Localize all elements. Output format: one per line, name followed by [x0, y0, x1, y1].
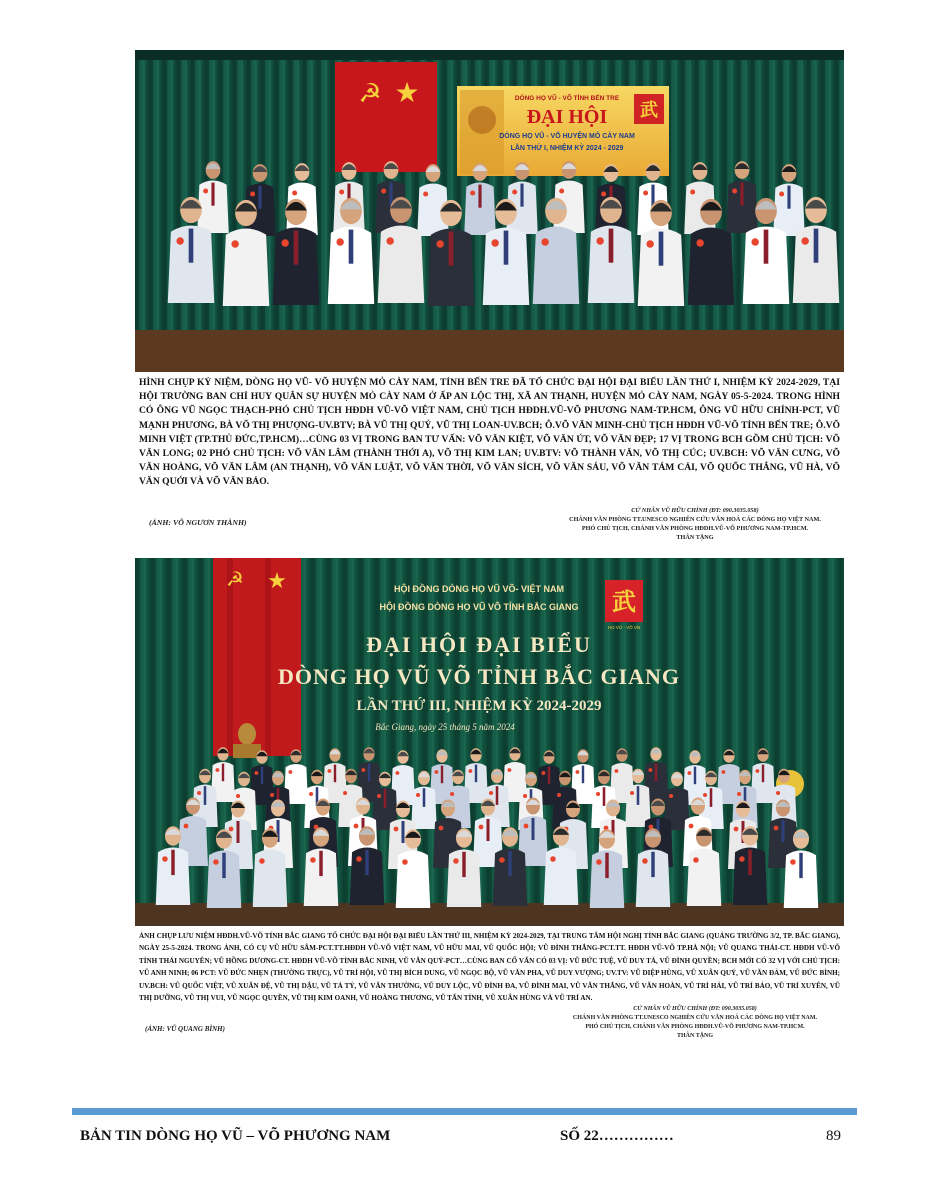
banner-line2: DÒNG HỌ VŨ - VÕ HUYỆN MỎ CÀY NAM — [499, 133, 635, 140]
signature-block-bac-giang — [545, 1005, 845, 1041]
photo-illustration — [135, 50, 844, 372]
author-dedication: THÂN TẶNG — [676, 1033, 714, 1039]
issue-number: SỐ 22…………… — [560, 1128, 674, 1144]
hammer-sickle-icon: ☭ — [226, 567, 244, 591]
page-number: 89 — [826, 1128, 841, 1144]
banner-line1: DÒNG HỌ VŨ - VÕ TỈNH BẾN TRE — [514, 95, 620, 102]
photo-credit-ben-tre: (ẢNH: VÕ NGƯƠN THÀNH) — [149, 518, 247, 527]
banner-title: ĐẠI HỘI — [526, 106, 608, 128]
group-photo-ben-tre — [135, 50, 844, 372]
newsletter-title: BẢN TIN DÒNG HỌ VŨ – VÕ PHƯƠNG NAM — [80, 1128, 391, 1144]
emblem-sub: HỌ VŨ - VÕ VN — [607, 625, 641, 630]
bust-statue — [238, 723, 256, 745]
banner-title2: DÒNG HỌ VŨ VÕ TỈNH BẮC GIANG — [277, 664, 681, 689]
photo-caption-ben-tre: HÌNH CHỤP KỶ NIỆM, DÒNG HỌ VŨ- VÕ HUYỆN MỎ CÀY NAM, TỈNH BẾN TRE ĐÃ TỔ CHỨC ĐẠI HỘI ĐẠI BIỂU LẦN THỨ I, NHIỆM KỲ 2024-2029, TẠI HỘI TRƯỜNG BAN CHỈ HUY QUÂN SỰ HUYỆN MỎ CÀY NAM Ở ẤP AN LỘC THỊ, XÃ AN THẠNH, HUYỆN MỎ CÀY NAM, NGÀY 05-5-2024. TRONG HÌNH CÓ ÔNG VŨ NGỌC THẠCH-PHÓ CHỦ TỊCH HĐDH VŨ-VÕ VIỆT NAM, CHỦ TỊCH HĐDH.VŨ-VÕ PHƯƠNG NAM-TP.HCM, ÔNG VŨ HỮU CHÍNH-PCT, VŨ MẠNH PHƯƠNG, BÀ VÕ THỊ PHƯỢNG-UV.BTV; BÀ VŨ THỊ QUÝ, VŨ THỊ LOAN-UV.BCH; Ô.VÕ VĂN MINH-CHỦ TỊCH HĐDH VŨ-VÕ TỈNH BẾN TRE; Ô.VÕ MINH VIỆT (TP.THỦ ĐỨC,TP.HCM)…CÙNG 03 VỊ TRONG BAN TƯ VẤN: VÕ VĂN KIỆT, VÕ VĂN ÚT, VÕ VĂN ĐẸP; 17 VỊ TRONG BCH GỒM CHỦ TỊCH: VÕ VĂN LONG; 02 PHÓ CHỦ TỊCH: VÕ VĂN LÂM (THÀNH THỚI A), VÕ THỊ KIM LAN; UV.BTV: VÕ THÀNH VĂN, VÕ THỊ CÚC; UV.BCH: VÕ VĂN CƯNG, VÕ VĂN HOÀNG, VÕ VĂN LÂM (AN THẠNH), VÕ VĂN LUẬT, VÕ VĂN THỜI, VÕ VĂN SÍCH, VÕ VĂN SÁU, VÕ VĂN TÁM CẢI, VÕ QUỐC THẮNG, VŨ HÀ, VÕ VĂN QUỚI VÀ VÕ VĂN BẢO. — [139, 377, 840, 488]
star-icon: ★ — [267, 569, 287, 594]
author-title-1: CHÁNH VĂN PHÒNG TT.UNESCO NGHIÊN CỨU VĂN HOÁ CÁC DÒNG HỌ VIỆT NAM. — [569, 516, 821, 523]
author-name: CỬ NHÂN VŨ HỮU CHÍNH (ĐT: 090.3035.058) — [631, 507, 759, 514]
banner-line3: LẦN THỨ I, NHIỆM KỲ 2024 - 2029 — [510, 145, 624, 152]
red-flag — [335, 62, 437, 172]
banner-title1: ĐẠI HỘI ĐẠI BIỂU — [366, 632, 592, 657]
signature-block-ben-tre — [545, 506, 845, 542]
photo-section-bac-giang — [135, 558, 844, 1055]
banner-title3: LẦN THỨ III, NHIỆM KỲ 2024-2029 — [356, 698, 602, 714]
photo-caption-bac-giang: ẢNH CHỤP LƯU NIỆM HĐDH.VŨ-VÕ TỈNH BẮC GIANG TỔ CHỨC ĐẠI HỘI ĐẠI BIỂU LẦN THỨ III, NHIỆM KỲ 2024-2029, TẠI TRUNG TÂM HỘI NGHỊ TỈNH BẮC GIANG (QUẢNG TRƯỜNG 3/2, TP. BẮC GIANG), NGÀY 25-5-2024. TRONG ẢNH, CÓ CỤ VŨ HỮU SÂM-PCT.TT.HĐDH VŨ-VÕ VIỆT NAM, VŨ HỮU MAI, VŨ QUỐC HỘI; VŨ ĐÌNH THẮNG-PCT.TT. HĐDH VŨ-VÕ TP.HÀ NỘI; VŨ QUANG THÁI-CT. HĐDH VŨ-VÕ TỈNH THÁI NGUYÊN; VŨ HỒNG DƯƠNG-CT. HĐDH VŨ-VÕ TỈNH BẮC NINH, VŨ VĂN QUÝ-PCT…CÙNG BAN CỐ VẤN CÓ 03 VỊ: VŨ ĐỨC TUỆ, VŨ DUY TÁ, VŨ ĐÌNH QUYỀN; BCH MỚI CÓ 32 VỊ VỚI CHỦ TỊCH: VŨ ANH NINH; 06 PCT: VŨ ĐỨC NHẸN (THƯỜNG TRỰC), VŨ TRÍ HỘI, VŨ THỊ BÍCH DUNG, VŨ NGỌC BỘ, VŨ VĂN PHA, VŨ DUY VƯỢNG; UV.TV: VŨ DIỆP HÙNG, VŨ XUÂN QUÝ, VŨ VĂN ĐẢM, VŨ ĐỨC BÌNH; UV.BCH: VŨ QUỐC VIỆT, VŨ XUÂN ĐỆ, VŨ THỊ DẬU, VŨ TẢ TỶ, VŨ VĂN THƯỜNG, VŨ DUY LỘC, VŨ ĐÌNH ĐA, VŨ ĐÌNH MAI, VŨ VĂN THẮNG, VŨ VĂN HOÀN, VŨ TRÍ HẢI, VŨ TRÍ BẢO, VŨ TRÍ XUYÊN, VŨ THỊ DƯỠNG, VŨ THỊ VUI, VŨ NGỌC QUYỀN, VŨ THỊ KIM OANH, VŨ HOÀNG THƯƠNG, VŨ TẤN TỈNH, VŨ XUÂN HÙNG VÀ VŨ TRÍ AN. — [139, 932, 840, 1003]
banner-line1: HỘI ĐỒNG DÒNG HỌ VŨ VÕ- VIỆT NAM — [393, 584, 565, 594]
photo-section-ben-tre — [135, 50, 844, 552]
svg-text:武: 武 — [640, 100, 658, 121]
author-dedication: THÂN TẶNG — [676, 534, 714, 541]
author-title-2: PHÓ CHỦ TỊCH, CHÁNH VĂN PHÒNG HĐDH.VŨ-VÕ PHƯƠNG NAM-TP.HCM. — [581, 525, 809, 532]
author-name: CỬ NHÂN VŨ HỮU CHÍNH (ĐT: 090.3035.058) — [633, 1006, 757, 1012]
author-title-2: PHÓ CHỦ TỊCH, CHÁNH VĂN PHÒNG HĐDH.VŨ-VÕ PHƯƠNG NAM-TP.HCM. — [585, 1024, 805, 1030]
author-title-1: CHÁNH VĂN PHÒNG TT.UNESCO NGHIÊN CỨU VĂN HOÁ CÁC DÒNG HỌ VIỆT NAM. — [572, 1015, 818, 1021]
star-icon: ★ — [394, 76, 420, 109]
hammer-sickle-icon: ☭ — [358, 79, 382, 109]
banner-line2: HỘI ĐỒNG DÒNG HỌ VŨ VÕ TỈNH BẮC GIANG — [379, 602, 579, 612]
photo-illustration — [135, 558, 844, 926]
group-photo-bac-giang — [135, 558, 844, 926]
banner-date: Bắc Giang, ngày 25 tháng 5 năm 2024 — [375, 722, 515, 732]
emblem-glyph: 武 — [612, 588, 636, 616]
footer-divider — [72, 1108, 857, 1115]
photo-credit-bac-giang: (ẢNH: VŨ QUANG BÌNH) — [145, 1025, 225, 1033]
